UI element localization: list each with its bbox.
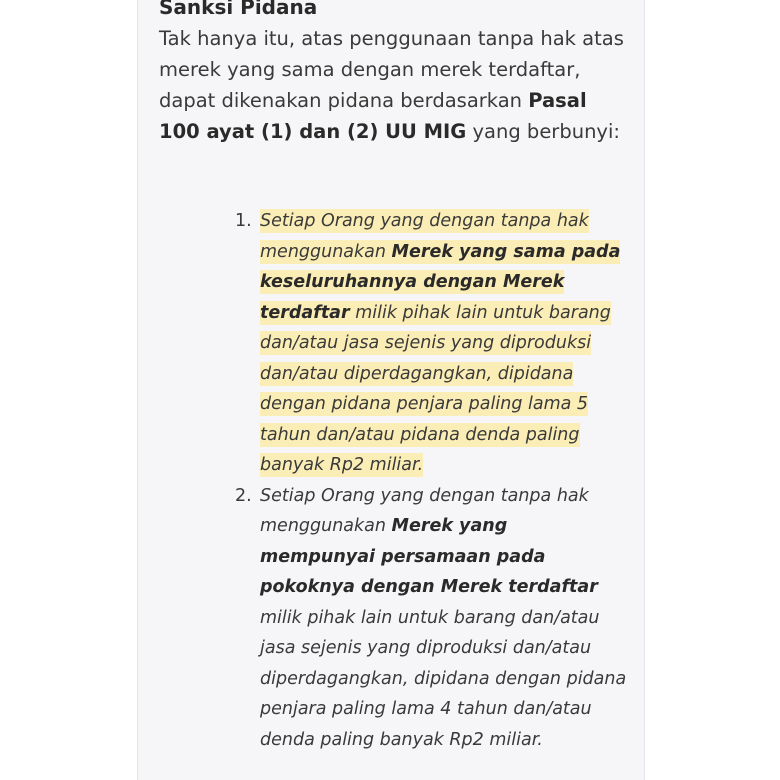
clause-number: 1. bbox=[235, 211, 252, 231]
law-clause-1 bbox=[235, 206, 627, 481]
intro-text-end: yang berbunyi: bbox=[466, 120, 620, 143]
intro-paragraph bbox=[159, 23, 629, 147]
clause-text-end: milik pihak lain untuk barang dan/atau jasa sejenis yang diproduksi dan/atau diperdagangkan, dipidana dengan pidana penjara paling lama 4 tahun dan/atau denda paling banyak Rp2 miliar. bbox=[260, 607, 627, 750]
clause-bold-text: Merek yang sama pada keseluruhannya dengan Merek terdaftar bbox=[260, 241, 621, 323]
law-clause-2 bbox=[235, 481, 627, 756]
clause-text-end: milik pihak lain untuk barang dan/atau jasa sejenis yang diproduksi dan/atau diperdagangkan, dipidana dengan pidana penjara paling lama 5 tahun dan/atau pidana denda paling banyak Rp2 miliar. bbox=[260, 302, 611, 475]
section-heading: Sanksi Pidana bbox=[159, 0, 318, 19]
intro-law-reference: Pasal 100 ayat (1) dan (2) UU MIG bbox=[159, 89, 587, 143]
highlighted-text bbox=[260, 209, 620, 477]
article-content bbox=[137, 0, 645, 780]
clause-text: Setiap Orang yang dengan tanpa hak menggunakan bbox=[260, 211, 589, 262]
clause-text: Setiap Orang yang dengan tanpa hak menggunakan bbox=[260, 485, 589, 536]
intro-text: Tak hanya itu, atas penggunaan tanpa hak atas merek yang sama dengan merek terdaftar, dapat dikenakan pidana berdasarkan bbox=[159, 27, 624, 112]
clause-bold-text: Merek yang mempunyai persamaan pada pokoknya dengan Merek terdaftar bbox=[260, 516, 598, 597]
law-clause-list bbox=[235, 206, 627, 755]
clause-number: 2. bbox=[235, 485, 252, 506]
